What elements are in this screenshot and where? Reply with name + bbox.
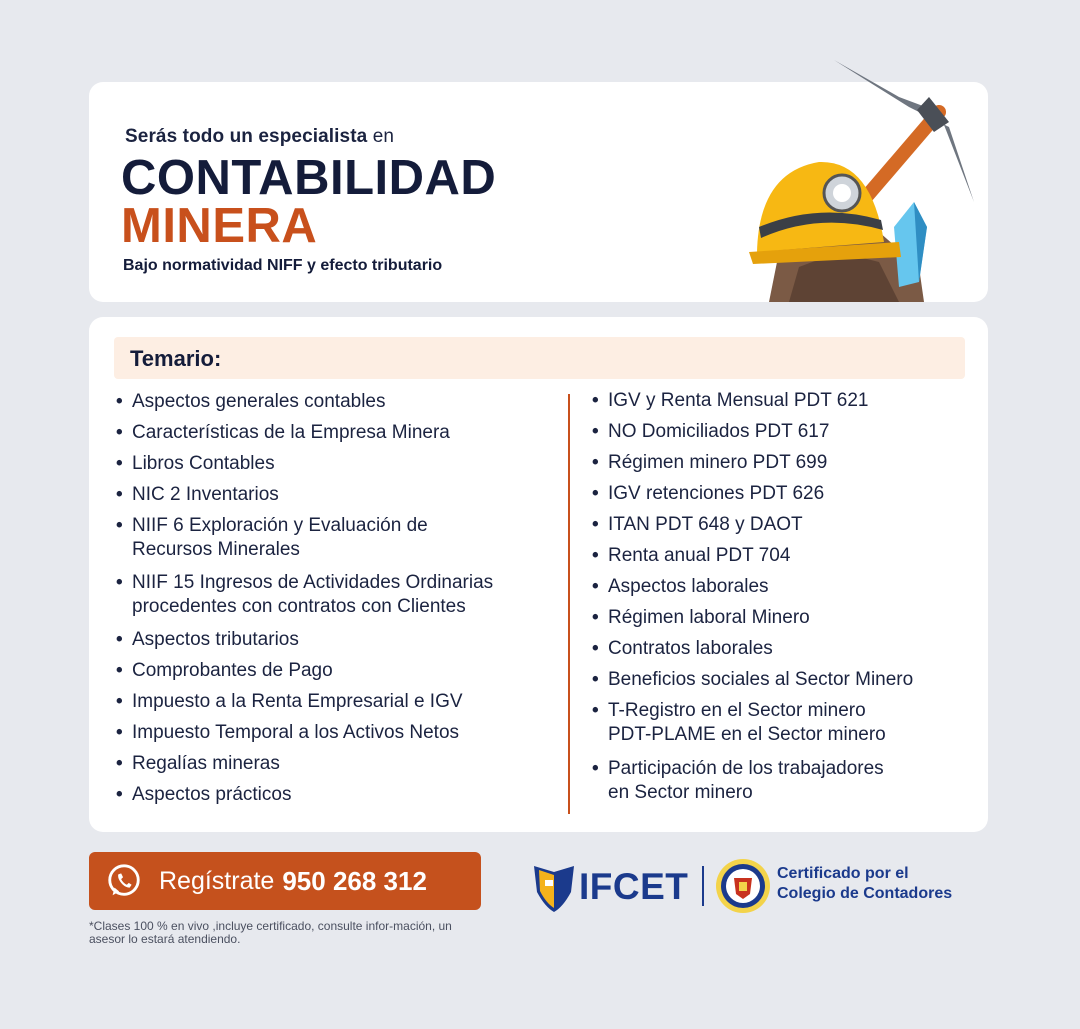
list-item: • NO Domiciliados PDT 617 bbox=[592, 420, 972, 444]
list-item: • Beneficios sociales al Sector Minero bbox=[592, 668, 972, 692]
list-item: • Participación de los trabajadores en Sector minero bbox=[592, 757, 972, 805]
mining-helmet-pickaxe-illustration bbox=[649, 52, 989, 302]
register-label: Regístrate bbox=[159, 866, 275, 895]
cert-line-1: Certificado por el bbox=[777, 865, 909, 882]
intro-text bbox=[125, 126, 394, 148]
list-item: • Aspectos generales contables bbox=[116, 390, 566, 414]
list-item: • Regalías mineras bbox=[116, 752, 566, 776]
ifcet-shield-icon bbox=[531, 862, 577, 914]
title-line-1: CONTABILIDAD bbox=[121, 151, 497, 205]
colegio-seal-icon bbox=[714, 856, 772, 916]
title-line-2: MINERA bbox=[121, 199, 318, 253]
topics-heading-bar bbox=[114, 337, 965, 379]
list-item: • T-Registro en el Sector minero PDT-PLAME en el Sector minero bbox=[592, 699, 972, 747]
brand-name: IFCET bbox=[579, 866, 689, 907]
cert-line-2: Colegio de Contadores bbox=[777, 885, 953, 902]
hero-card bbox=[89, 82, 988, 302]
disclaimer-text: *Clases 100 % en vivo ,incluye certificado, consulte infor-mación, un asesor lo estará atendiendo. bbox=[89, 919, 452, 946]
list-item: • ITAN PDT 648 y DAOT bbox=[592, 513, 972, 537]
list-item: • Contratos laborales bbox=[592, 637, 972, 661]
whatsapp-icon bbox=[105, 862, 143, 900]
list-item: • IGV y Renta Mensual PDT 621 bbox=[592, 389, 972, 413]
list-item: • Impuesto Temporal a los Activos Netos bbox=[116, 721, 566, 745]
list-item: • NIIF 15 Ingresos de Actividades Ordinarias procedentes con contratos con Clientes bbox=[116, 571, 566, 619]
subtitle: Bajo normatividad NIFF y efecto tributario bbox=[123, 257, 443, 274]
list-item: • Aspectos laborales bbox=[592, 575, 972, 599]
column-divider bbox=[568, 394, 570, 814]
topics-heading: Temario: bbox=[130, 346, 222, 371]
topics-list-left bbox=[116, 390, 566, 814]
topics-list-right bbox=[592, 389, 972, 812]
list-item: • Libros Contables bbox=[116, 452, 566, 476]
list-item: • NIC 2 Inventarios bbox=[116, 483, 566, 507]
list-item: • Aspectos tributarios bbox=[116, 628, 566, 652]
register-button[interactable] bbox=[89, 852, 481, 910]
list-item: • Impuesto a la Renta Empresarial e IGV bbox=[116, 690, 566, 714]
brand-divider bbox=[702, 866, 704, 906]
intro-light: en bbox=[372, 126, 395, 147]
list-item: • Comprobantes de Pago bbox=[116, 659, 566, 683]
list-item: • Renta anual PDT 704 bbox=[592, 544, 972, 568]
certification-text bbox=[777, 864, 952, 904]
intro-bold: Serás todo un especialista bbox=[125, 126, 368, 147]
brand-block bbox=[531, 856, 991, 920]
list-item: • Características de la Empresa Minera bbox=[116, 421, 566, 445]
list-item: • NIIF 6 Exploración y Evaluación de Recursos Minerales bbox=[116, 514, 566, 562]
topics-card bbox=[89, 317, 988, 832]
phone-number: 950 268 312 bbox=[282, 865, 427, 896]
list-item: • Régimen minero PDT 699 bbox=[592, 451, 972, 475]
list-item: • Aspectos prácticos bbox=[116, 783, 566, 807]
list-item: • IGV retenciones PDT 626 bbox=[592, 482, 972, 506]
list-item: • Régimen laboral Minero bbox=[592, 606, 972, 630]
